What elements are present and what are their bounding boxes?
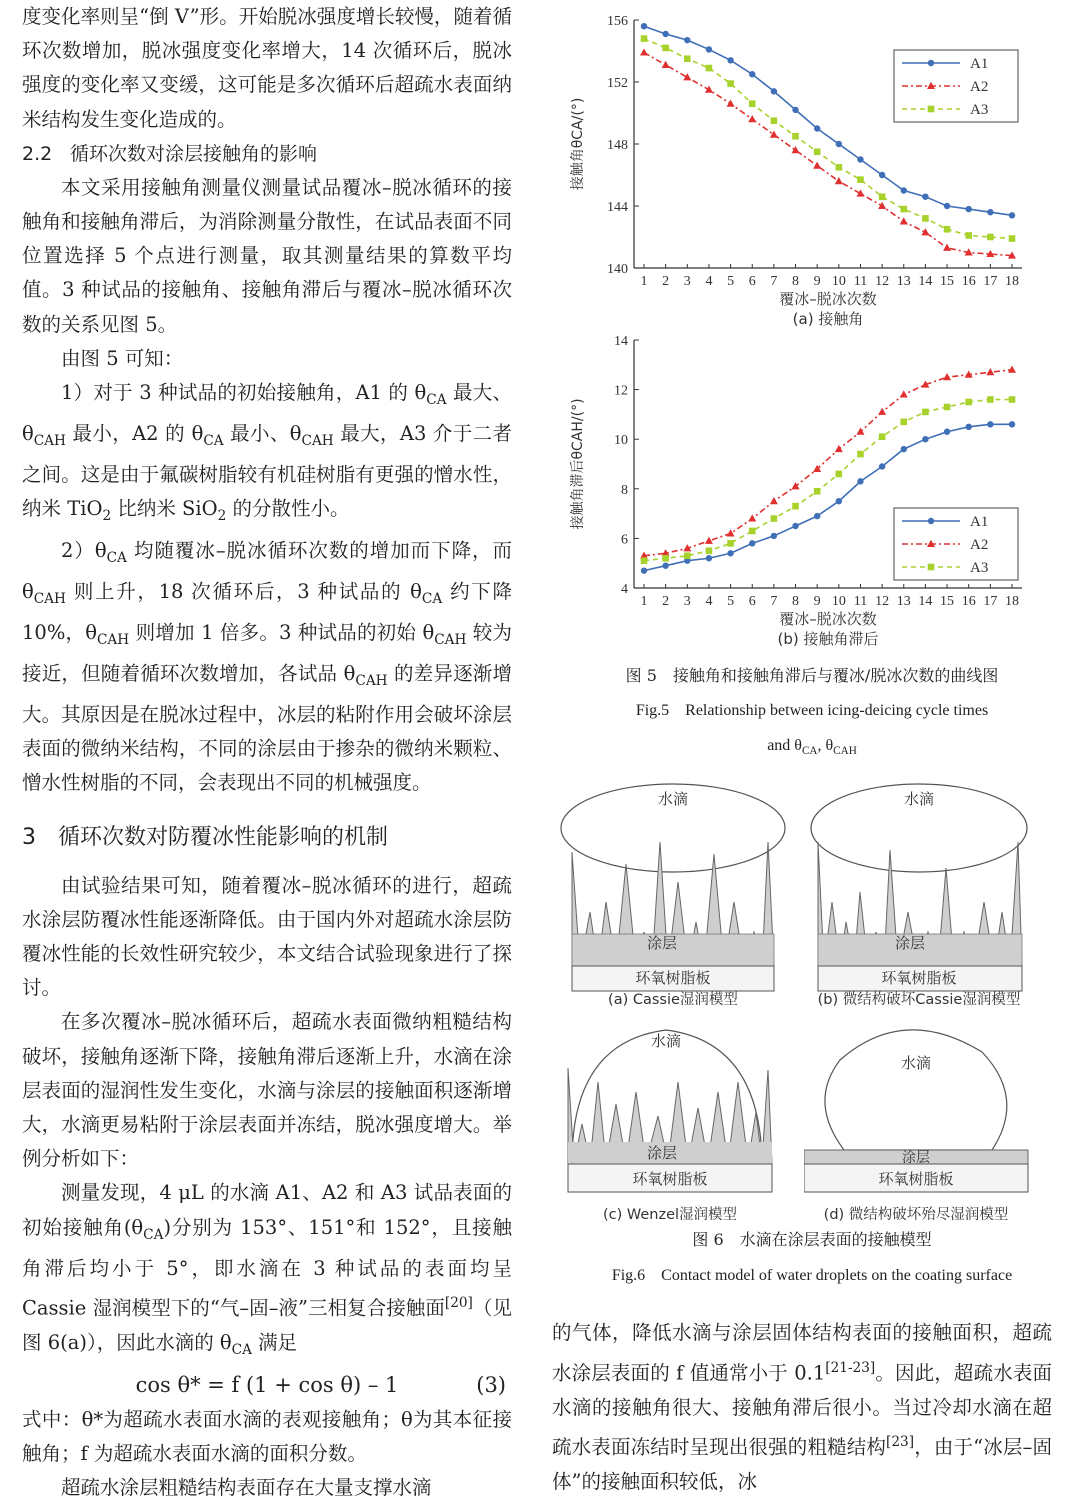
x-tick-label: 13 — [896, 274, 911, 289]
data-point — [856, 428, 864, 435]
x-tick-label: 14 — [918, 274, 933, 289]
data-point — [792, 146, 800, 153]
data-point — [771, 515, 778, 522]
data-point — [857, 176, 864, 183]
data-point — [878, 408, 886, 415]
data-point — [641, 567, 647, 573]
data-point — [966, 424, 972, 430]
x-tick-label: 1 — [640, 274, 648, 289]
droplet-label: 水滴 — [657, 790, 689, 808]
data-point — [986, 368, 994, 375]
data-point — [835, 445, 843, 452]
cassie-svg — [558, 782, 788, 1007]
data-point — [771, 117, 778, 124]
data-point — [749, 540, 755, 546]
y-tick-label: 6 — [621, 532, 628, 548]
x-tick-label: 11 — [853, 274, 868, 289]
data-point — [900, 390, 908, 397]
chart-contact-angle — [552, 6, 1062, 336]
coating-label: 涂层 — [902, 1150, 930, 1166]
data-point — [857, 156, 863, 162]
paragraph-fig5-intro: 由图 5 可知： — [61, 346, 184, 370]
left-column — [22, 0, 512, 1505]
data-point — [856, 189, 864, 196]
x-axis-label: 覆冰–脱冰次数 — [779, 290, 877, 308]
data-point — [922, 409, 929, 416]
paragraph-section3-intro: 由试验结果可知，随着覆冰–脱冰循环的进行，超疏水涂层防覆冰性能逐渐降低。由于国内外对超疏水涂层防覆冰性能的长效性研究较少，本文结合试验现象进行了探讨。 — [22, 873, 512, 1000]
data-point — [771, 88, 777, 94]
x-tick-label: 16 — [961, 274, 976, 289]
y-tick-label: 156 — [607, 14, 628, 29]
x-tick-label: 11 — [853, 594, 868, 609]
paragraph-point-1: 1）对于 3 种试品的初始接触角，A1 的 $\theta_{CA}$ 最大、$\theta_{CAH}$ 最小，A2 的 $\theta_{CA}$ 最小、$\theta_{CAH}$ 最大，A3 介于二者之间。这是由于氟碳树脂较有机硅树脂有更强的憎水性，纳米 TiO$_2$ 比纳米 SiO$_2$ 的分散性小。 — [22, 381, 512, 525]
legend-label: A1 — [970, 514, 989, 530]
paragraph-measurement: 本文采用接触角测量仪测量试品覆冰–脱冰循环的接触角和接触角滞后，为消除测量分散性，在试品表面不同位置选择 5 个点进行测量，取其测量结果的算数平均值。3 种试品的接触角、接触角滞后与覆冰–脱冰循环次数的关系见图 5。 — [22, 175, 512, 336]
y-tick-label: 144 — [607, 200, 628, 215]
data-point — [900, 217, 908, 224]
x-tick-label: 7 — [770, 594, 778, 609]
x-tick-label: 9 — [813, 274, 821, 289]
data-point — [662, 61, 670, 68]
data-point — [944, 226, 951, 233]
y-axis-label: 接触角滞后θCAH/(°) — [570, 398, 586, 530]
chart-contact-angle-hysteresis — [552, 326, 1062, 656]
x-tick-label: 3 — [683, 594, 691, 609]
section-number: 3 — [22, 824, 36, 850]
y-tick-label: 8 — [621, 482, 628, 498]
data-point — [944, 203, 950, 209]
data-point — [792, 503, 799, 510]
data-point — [966, 206, 972, 212]
x-tick-label: 18 — [1005, 274, 1019, 289]
y-tick-label: 140 — [607, 262, 628, 277]
data-point — [705, 86, 713, 93]
x-tick-label: 1 — [640, 594, 648, 609]
data-point — [879, 172, 885, 178]
legend-label: A3 — [970, 560, 989, 576]
y-axis-label: 接触角θCA/(°) — [570, 97, 586, 191]
substrate-label: 环氧树脂板 — [878, 1170, 954, 1188]
legend-marker — [928, 60, 934, 66]
data-point — [749, 528, 756, 535]
data-point — [662, 555, 669, 562]
section-heading-2-2 — [22, 137, 512, 171]
x-tick-label: 15 — [940, 594, 955, 609]
legend-label: A1 — [970, 56, 989, 72]
data-point — [641, 35, 648, 42]
data-point — [770, 497, 778, 504]
data-point — [943, 373, 951, 380]
paragraph-measurement-result: 测量发现，4 μL 的水滴 A1、A2 和 A3 试品表面的初始接触角$(\theta_{CA})$分别为 153°、151°和 152°，且接触角滞后均小于 5°，即水滴在 3 种试品的表面均呈 Cassie 湿润模型下的“气–固–液”三相复合接触面[20]（见图 6(a)），因此水滴的 $\theta_{CA}$ 满足 — [22, 1181, 512, 1358]
section-title: 循环次数对防覆冰性能影响的机制 — [58, 824, 389, 850]
legend-marker — [928, 518, 934, 524]
data-point — [922, 436, 928, 442]
data-point — [727, 80, 734, 87]
x-tick-label: 6 — [748, 274, 756, 289]
x-tick-label: 2 — [662, 274, 670, 289]
x-tick-label: 18 — [1005, 594, 1019, 609]
data-point — [749, 71, 755, 77]
x-axis-label: 覆冰–脱冰次数 — [779, 610, 877, 628]
diagram-a-caption: (a) Cassie湿润模型 — [608, 992, 738, 1007]
data-point — [835, 177, 843, 184]
data-point — [792, 133, 799, 140]
data-point — [944, 404, 951, 411]
data-point — [879, 433, 886, 440]
x-tick-label: 10 — [831, 274, 846, 289]
data-point — [640, 48, 648, 55]
diagram-cassie — [558, 782, 788, 1007]
data-point — [965, 232, 972, 239]
x-tick-label: 4 — [705, 594, 713, 609]
data-point — [771, 533, 777, 539]
data-point — [987, 421, 993, 427]
data-point — [814, 513, 820, 519]
paragraph-intro: 度变化率则呈“倒 V”形。开始脱冰强度增长较慢，随着循环次数增加，脱冰强度变化率增大，14 次循环后，脱冰强度的变化率又变缓，这可能是多次循环后超疏水表面纳米结构发生变化造成的。 — [22, 5, 512, 131]
data-point — [706, 46, 712, 52]
destroyed-svg — [804, 1012, 1034, 1237]
data-point — [814, 148, 821, 155]
data-point — [792, 523, 798, 529]
x-tick-label: 9 — [813, 594, 821, 609]
data-point — [727, 540, 734, 547]
legend-marker — [928, 564, 935, 571]
paragraph-analysis: 在多次覆冰–脱冰循环后，超疏水表面微纳粗糙结构破坏，接触角逐渐下降，接触角滞后逐渐上升，水滴在涂层表面的湿润性发生变化，水滴与涂层的接触面积逐渐增大，水滴更易粘附于涂层表面并冻结，脱冰强度增大。举例分析如下： — [22, 1010, 512, 1171]
data-point — [662, 45, 669, 52]
data-point — [987, 396, 994, 403]
paragraph-right-continued: 的气体，降低水滴与涂层固体结构表面的接触面积，超疏水涂层表面的 f 值通常小于 0.1[21-23]。因此，超疏水表面水滴的接触角很大、接触角滞后很小。当过冷却水滴在超疏水表面冻结时呈现出很强的粗糙结构[23]，由于“冰层–固体”的接触面积较低，冰 — [552, 1321, 1052, 1493]
equation-body: cos θ* = f (1 + cos θ) – 1 — [135, 1372, 399, 1397]
diagram-d-caption: (d) 微结构破坏殆尽湿润模型 — [823, 1207, 1009, 1223]
data-point — [792, 107, 798, 113]
section-number: 2.2 — [22, 142, 53, 165]
right-column-text — [552, 1316, 1052, 1500]
y-tick-label: 148 — [607, 138, 628, 153]
x-tick-label: 8 — [792, 274, 800, 289]
data-point — [836, 471, 843, 478]
x-tick-label: 10 — [831, 594, 846, 609]
y-tick-label: 14 — [614, 334, 628, 349]
data-point — [836, 141, 842, 147]
legend-label: A3 — [970, 102, 989, 118]
diagram-broken-cassie — [804, 782, 1034, 1007]
legend-label: A2 — [970, 79, 989, 95]
data-point — [641, 23, 647, 29]
data-point — [814, 125, 820, 131]
data-point — [749, 100, 756, 107]
data-point — [1009, 212, 1015, 218]
equation-3 — [22, 1367, 512, 1403]
equation-number: (3) — [476, 1372, 506, 1397]
chart-caption: (a) 接触角 — [792, 310, 864, 328]
data-point — [641, 557, 648, 564]
x-tick-label: 17 — [983, 274, 998, 289]
x-tick-label: 5 — [727, 594, 735, 609]
fig6-caption-cn: 图 6 水滴在涂层表面的接触模型 — [692, 1230, 932, 1249]
x-tick-label: 15 — [940, 274, 955, 289]
data-point — [727, 57, 733, 63]
diagram-c-caption: (c) Wenzel湿润模型 — [602, 1207, 738, 1223]
data-point — [836, 164, 843, 171]
data-point — [943, 244, 951, 251]
data-point — [1009, 421, 1015, 427]
x-tick-label: 6 — [748, 594, 756, 609]
data-point — [814, 488, 821, 495]
droplet-label: 水滴 — [650, 1032, 682, 1050]
chart-caption: (b) 接触角滞后 — [777, 630, 879, 648]
data-point — [706, 65, 713, 72]
x-tick-label: 4 — [705, 274, 713, 289]
data-point — [879, 193, 886, 200]
data-point — [748, 115, 756, 122]
x-tick-label: 14 — [918, 594, 933, 609]
diagram-wenzel — [558, 1012, 788, 1237]
droplet-label: 水滴 — [900, 1054, 932, 1072]
data-point — [748, 514, 756, 521]
broken-cassie-svg — [804, 782, 1034, 1007]
chart-b-svg — [552, 326, 1062, 656]
substrate-label: 环氧树脂板 — [632, 1170, 708, 1188]
chart-a-svg — [552, 6, 1062, 336]
section-title: 循环次数对涂层接触角的影响 — [70, 142, 318, 165]
diagram-b-caption: (b) 微结构破坏Cassie湿润模型 — [817, 992, 1021, 1007]
data-point — [901, 187, 907, 193]
x-tick-label: 3 — [683, 274, 691, 289]
data-point — [944, 429, 950, 435]
data-point — [727, 529, 735, 536]
paragraph-equation-note: 式中：θ*为超疏水表面水滴的表观接触角；θ为其本征接触角；f 为超疏水表面水滴的面积分数。 — [22, 1407, 512, 1465]
paragraph-continued: 超疏水涂层粗糙结构表面存在大量支撑水滴 — [61, 1476, 432, 1500]
data-point — [770, 131, 778, 138]
data-point — [727, 550, 733, 556]
droplet-label: 水滴 — [903, 790, 935, 808]
fig5-caption-en-1: Fig.5 Relationship between icing-deicing cycle times — [635, 702, 989, 719]
data-point — [792, 482, 800, 489]
x-tick-label: 13 — [896, 594, 911, 609]
x-tick-label: 2 — [662, 594, 670, 609]
x-tick-label: 16 — [961, 594, 976, 609]
section-heading-3 — [22, 821, 512, 855]
x-tick-label: 17 — [983, 594, 998, 609]
legend-marker — [928, 106, 935, 113]
data-point — [900, 419, 907, 426]
data-point — [684, 37, 690, 43]
data-point — [965, 399, 972, 406]
data-point — [857, 451, 864, 458]
data-point — [901, 446, 907, 452]
wenzel-svg — [558, 1012, 788, 1237]
data-point — [1009, 396, 1016, 403]
x-tick-label: 7 — [770, 274, 778, 289]
y-tick-label: 12 — [614, 383, 628, 399]
data-point — [705, 537, 713, 544]
substrate-label: 环氧树脂板 — [881, 969, 957, 987]
substrate-label: 环氧树脂板 — [635, 969, 711, 987]
paragraph-point-2: $2)\theta_{CA}$ 均随覆冰–脱冰循环次数的增加而下降，而 $\theta_{CAH}$ 则上升，18 次循环后，3 种试品的 $\theta_{CA}$ 约下降 10%，$\theta_{CAH}$ 则增加 1 倍多。3 种试品的初始 $\theta_{CAH}$ 较为接近，但随着循环次数增加，各试品 $\theta_{CAH}$ 的差异逐渐增大。其原因是在脱冰过程中，冰层的粘附作用会破坏涂层表面的微纳米结构，不同的涂层由于掺杂的微纳米颗粒、憎水性树脂的不同，会表现出不同的机械强度。 — [22, 538, 512, 795]
data-point — [987, 234, 994, 241]
data-point — [922, 194, 928, 200]
y-tick-label: 152 — [607, 76, 628, 91]
data-point — [879, 463, 885, 469]
data-point — [706, 548, 713, 555]
data-point — [900, 206, 907, 213]
data-point — [857, 478, 863, 484]
y-tick-label: 10 — [614, 433, 628, 449]
coating-label: 涂层 — [646, 1144, 678, 1162]
y-tick-label: 4 — [621, 582, 628, 597]
data-point — [1008, 366, 1016, 373]
x-tick-label: 5 — [727, 274, 735, 289]
data-point — [922, 215, 929, 222]
data-point — [706, 555, 712, 561]
diagram-destroyed — [804, 1012, 1034, 1237]
data-point — [662, 31, 668, 37]
data-point — [684, 552, 691, 559]
x-tick-label: 12 — [875, 274, 890, 289]
data-point — [683, 73, 691, 80]
data-point — [878, 202, 886, 209]
data-point — [813, 162, 821, 169]
x-tick-label: 8 — [792, 594, 800, 609]
data-point — [836, 498, 842, 504]
legend-label: A2 — [970, 537, 989, 553]
fig6-caption-en: Fig.6 Contact model of water droplets on the coating surface — [611, 1267, 1013, 1284]
data-point — [987, 209, 993, 215]
x-tick-label: 12 — [875, 594, 890, 609]
coating-label: 涂层 — [894, 934, 926, 952]
data-point — [662, 562, 668, 568]
data-point — [684, 55, 691, 62]
fig5-caption-en-2: and $\theta_{CA}$, $\theta_{CAH}$ — [767, 737, 857, 758]
coating-label: 涂层 — [646, 934, 678, 952]
data-point — [1009, 235, 1016, 242]
data-point — [727, 100, 735, 107]
fig5-caption-cn: 图 5 接触角和接触角滞后与覆冰/脱冰次数的曲线图 — [625, 666, 999, 685]
